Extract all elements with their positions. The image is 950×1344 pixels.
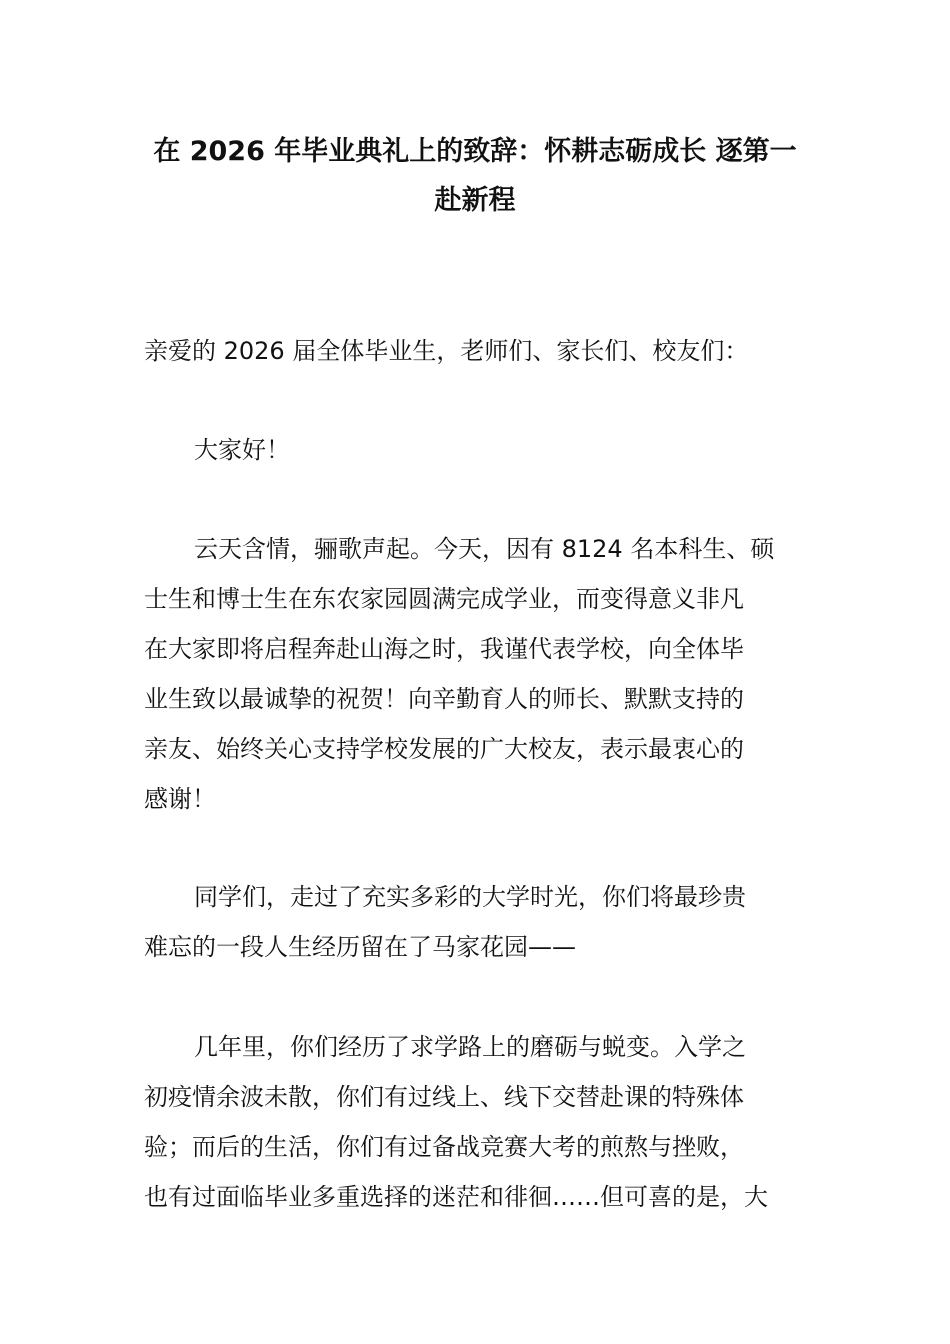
paragraph-4-line-2: 初疫情余波未散，你们有过线上、线下交替赴课的特殊体 xyxy=(144,1083,744,1111)
paragraph-2-line-1: 云天含情，骊歌声起。今天，因有 8124 名本科生、硕 xyxy=(194,535,775,563)
paragraph-1-line-1: 大家好！ xyxy=(194,436,290,464)
salutation: 亲爱的 2026 届全体毕业生，老师们、家长们、校友们： xyxy=(144,337,749,365)
paragraph-4-line-1: 几年里，你们经历了求学路上的磨砺与蜕变。入学之 xyxy=(194,1033,746,1061)
paragraph-2-line-5: 亲友、始终关心支持学校发展的广大校友，表示最衷心的 xyxy=(144,735,744,763)
document-title-line-2: 赴新程 xyxy=(434,185,516,216)
document-title-line-1: 在 2026 年毕业典礼上的致辞：怀耕志砺成长 逐第一 xyxy=(153,136,797,167)
paragraph-2-line-3: 在大家即将启程奔赴山海之时，我谨代表学校，向全体毕 xyxy=(144,635,744,663)
paragraph-4-line-3: 验；而后的生活，你们有过备战竞赛大考的煎熬与挫败， xyxy=(144,1133,744,1161)
paragraph-2-line-4: 业生致以最诚挚的祝贺！向辛勤育人的师长、默默支持的 xyxy=(144,685,744,713)
paragraph-3-line-2: 难忘的一段人生经历留在了马家花园—— xyxy=(144,933,576,961)
paragraph-4-line-4: 也有过面临毕业多重选择的迷茫和徘徊……但可喜的是，大 xyxy=(144,1183,768,1211)
paragraph-3-line-1: 同学们，走过了充实多彩的大学时光，你们将最珍贵 xyxy=(194,883,746,911)
paragraph-2-line-6: 感谢！ xyxy=(144,785,216,813)
paragraph-2-line-2: 士生和博士生在东农家园圆满完成学业，而变得意义非凡 xyxy=(144,585,744,613)
